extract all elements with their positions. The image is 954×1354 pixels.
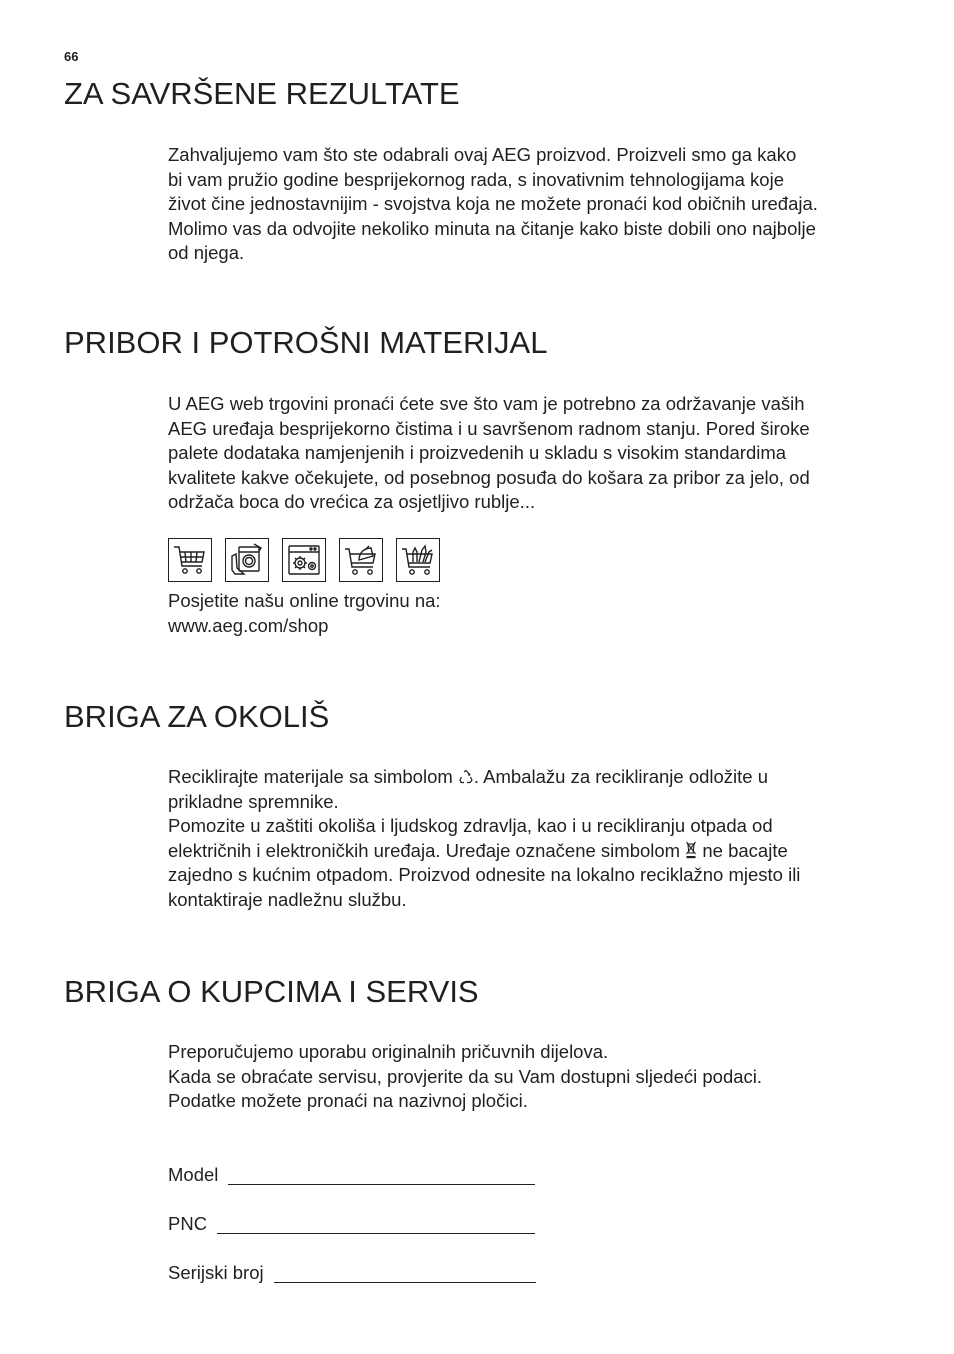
text-line: kvalitete kakve očekujete, od posebnog posuđa do košara za pribor za jelo, od (168, 466, 810, 488)
text-line: Molimo vas da odvojite nekoliko minuta na čitanje kako biste dobili ono najbolje (168, 217, 816, 239)
heading-environment: BRIGA ZA OKOLIŠ (64, 699, 330, 734)
text-line: život čine jednostavnijim - svojstva koja ne možete pronaći kod običnih uređaja. (168, 193, 818, 215)
crossed-bin-icon (685, 841, 697, 859)
model-fill-line[interactable] (228, 1166, 535, 1185)
text-line: od njega. (168, 242, 245, 264)
text-line: Podatke možete pronaći na nazivnoj pločici. (168, 1090, 528, 1112)
pnc-label: PNC (168, 1213, 208, 1234)
heading-service: BRIGA O KUPCIMA I SERVIS (64, 974, 479, 1009)
shop-paragraph (168, 589, 898, 638)
text-segment: . Ambalažu za recikliranje odložite u (473, 766, 769, 787)
model-label: Model (168, 1164, 219, 1185)
oven-gear-cart-icon (282, 538, 326, 582)
text-line: Kada se obraćate servisu, provjerite da su Vam dostupni sljedeći podaci. (168, 1065, 763, 1087)
text-line: palete dodataka namjenjenih i proizvedenih u skladu s visokim standardima (168, 442, 787, 464)
bottle-cart-icon (396, 538, 440, 582)
recycle-icon (458, 769, 474, 785)
page-number: 66 (64, 49, 79, 64)
text-segment: Reciklirajte materijale sa simbolom (168, 766, 458, 787)
pnc-field[interactable] (168, 1213, 535, 1235)
text-line: AEG uređaja besprijekorno čistima i u savršenom radnom stanju. Pored široke (168, 417, 810, 439)
pnc-fill-line[interactable] (217, 1215, 535, 1234)
text-line: U AEG web trgovini pronaći ćete sve što vam je potrebno za održavanje vaših (168, 393, 805, 414)
text-line (168, 765, 898, 790)
iron-cart-icon (339, 538, 383, 582)
text-line: kontaktiraje nadležnu službu. (168, 888, 407, 910)
text-segment: ne bacajte (697, 839, 788, 861)
text-segment: električnih i elektroničkih uređaja. Uređaje označene simbolom (168, 839, 686, 861)
shop-line: Posjetite našu online trgovinu na: (168, 590, 441, 611)
model-field[interactable] (168, 1164, 535, 1186)
text-line: bi vam pružio godine besprijekornog rada, s inovativnim tehnologijama koje (168, 168, 784, 190)
serial-number-label: Serijski broj (168, 1262, 264, 1283)
accessories-paragraph (168, 392, 898, 515)
text-line: zajedno s kućnim otpadom. Proizvod odnesite na lokalno reciklažno mjesto ili (168, 864, 801, 886)
shop-url-link[interactable]: www.aeg.com/shop (168, 614, 329, 636)
shopping-cart-icon (168, 538, 212, 582)
text-line: Zahvaljujemo vam što ste odabrali ovaj AEG proizvod. Proizveli smo ga kako (168, 144, 797, 165)
text-line: Preporučujemo uporabu originalnih pričuvnih dijelova. (168, 1041, 609, 1062)
results-paragraph (168, 143, 898, 266)
text-line (168, 839, 898, 864)
text-line: Pomozite u zaštiti okoliša i ljudskog zdravlja, kao i u recikliranju otpada od (168, 815, 773, 837)
heading-accessories: PRIBOR I POTROŠNI MATERIJAL (64, 325, 548, 360)
text-line: prikladne spremnike. (168, 790, 339, 812)
heading-results: ZA SAVRŠENE REZULTATE (64, 76, 460, 111)
environment-paragraph (168, 765, 898, 913)
serial-number-fill-line[interactable] (274, 1264, 536, 1283)
service-paragraph (168, 1040, 898, 1114)
text-line: održača boca do vrećica za osjetljivo rublje... (168, 491, 536, 513)
serial-number-field[interactable] (168, 1262, 536, 1284)
washing-machine-cart-icon (225, 538, 269, 582)
